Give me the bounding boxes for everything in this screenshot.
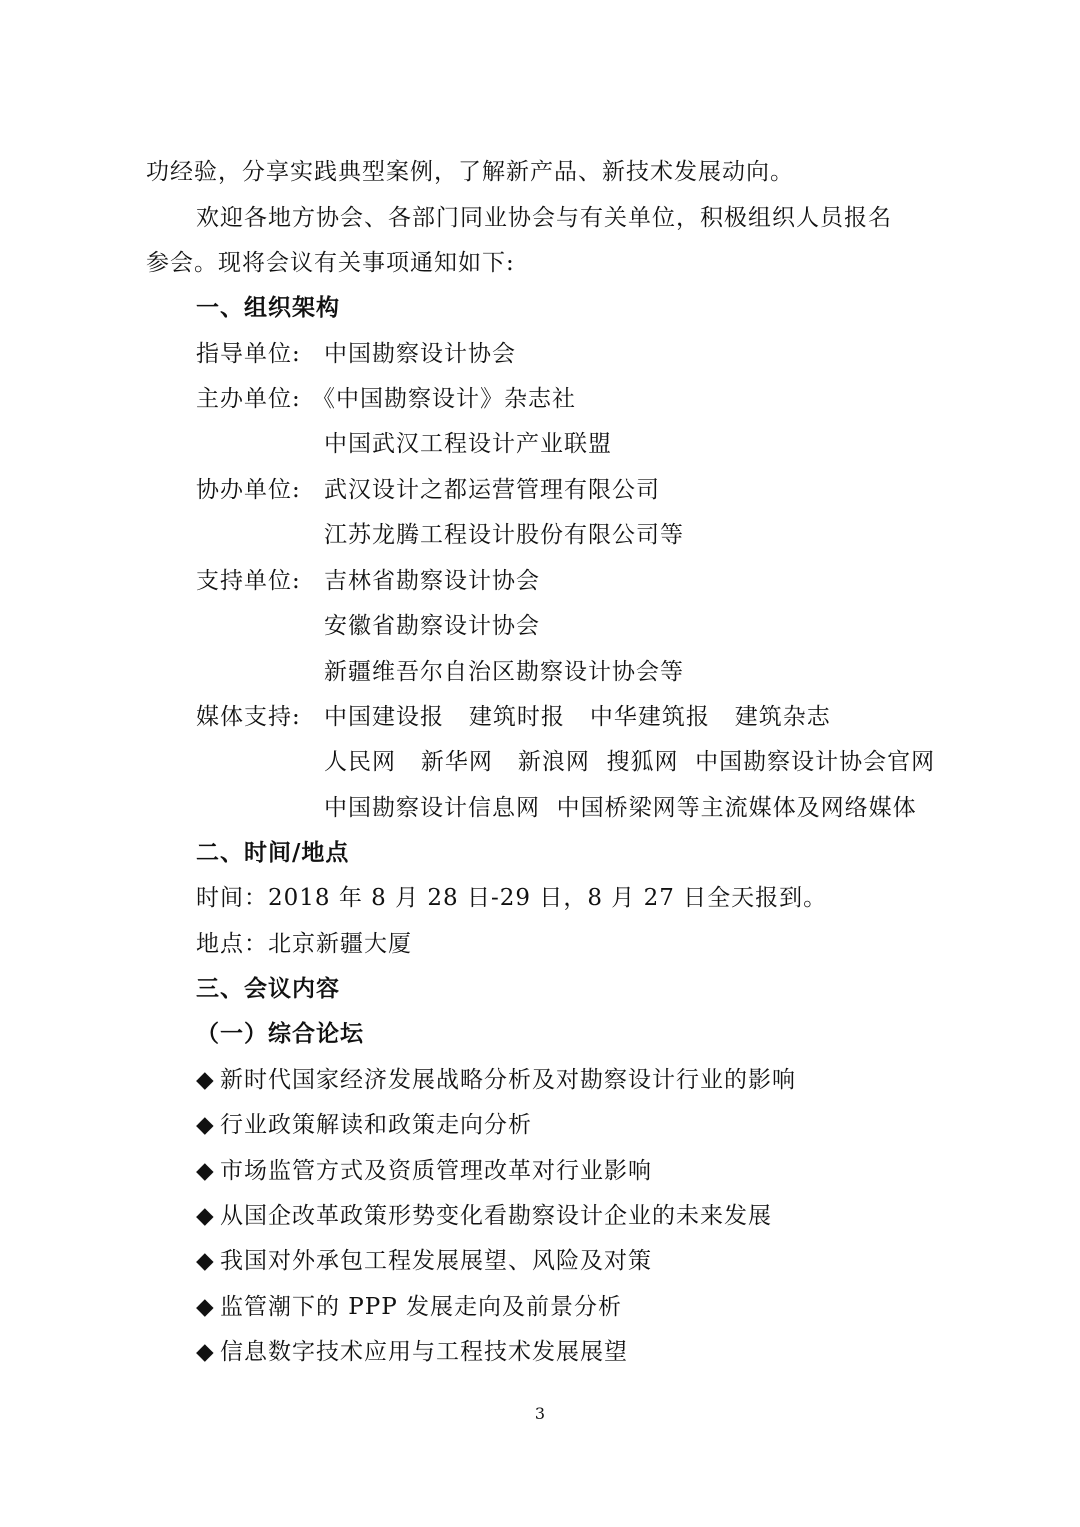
list-item-text: 监管潮下的 PPP 发展走向及前景分析 <box>220 1294 623 1320</box>
list-item <box>196 1336 628 1368</box>
meeting-place: 地点：北京新疆大厦 <box>196 931 412 957</box>
list-item-text: 信息数字技术应用与工程技术发展展望 <box>220 1339 628 1365</box>
list-item-text: 行业政策解读和政策走向分析 <box>220 1112 532 1138</box>
host-unit-label: 主办单位: <box>196 386 301 412</box>
list-item-text: 我国对外承包工程发展展望、风险及对策 <box>220 1248 652 1274</box>
co-unit-value-2: 江苏龙腾工程设计股份有限公司等 <box>324 522 684 548</box>
host-unit-value-2: 中国武汉工程设计产业联盟 <box>324 431 612 457</box>
diamond-bullet-icon: ◆ <box>196 1158 215 1184</box>
media-support-value-3: 中国勘察设计信息网 中国桥梁网等主流媒体及网络媒体 <box>324 795 917 821</box>
intro-line-1: 功经验，分享实践典型案例，了解新产品、新技术发展动向。 <box>146 159 794 185</box>
support-unit-value-3: 新疆维吾尔自治区勘察设计协会等 <box>324 659 684 685</box>
media-support-label: 媒体支持: <box>196 704 301 730</box>
host-unit-value-1: 《中国勘察设计》杂志社 <box>312 386 576 412</box>
diamond-bullet-icon: ◆ <box>196 1112 215 1138</box>
media-support-value-2: 人民网 新华网 新浪网 搜狐网 中国勘察设计协会官网 <box>324 749 936 775</box>
co-unit-label: 协办单位: <box>196 477 301 503</box>
co-unit-value-1: 武汉设计之都运营管理有限公司 <box>324 477 660 503</box>
support-unit-value-1: 吉林省勘察设计协会 <box>324 568 540 594</box>
guide-unit-label: 指导单位: <box>196 341 301 367</box>
diamond-bullet-icon: ◆ <box>196 1067 215 1093</box>
list-item-text: 市场监管方式及资质管理改革对行业影响 <box>220 1158 652 1184</box>
meeting-time: 时间：2018 年 8 月 28 日-29 日，8 月 27 日全天报到。 <box>196 885 828 911</box>
sub-heading-forum: （一）综合论坛 <box>196 1020 364 1047</box>
support-unit-label: 支持单位: <box>196 568 301 594</box>
list-item <box>196 1064 796 1096</box>
section-heading-time-place: 二、时间/地点 <box>196 839 350 866</box>
guide-unit-value: 中国勘察设计协会 <box>324 341 516 367</box>
list-item <box>196 1109 532 1141</box>
intro-line-3: 参会。现将会议有关事项通知如下: <box>146 250 515 276</box>
list-item-text: 新时代国家经济发展战略分析及对勘察设计行业的影响 <box>220 1067 796 1093</box>
section-heading-content: 三、会议内容 <box>196 975 340 1002</box>
section-heading-organization: 一、组织架构 <box>196 294 340 321</box>
list-item <box>196 1245 652 1277</box>
diamond-bullet-icon: ◆ <box>196 1339 215 1365</box>
list-item <box>196 1155 652 1187</box>
support-unit-value-2: 安徽省勘察设计协会 <box>324 613 540 639</box>
diamond-bullet-icon: ◆ <box>196 1294 215 1320</box>
diamond-bullet-icon: ◆ <box>196 1203 215 1229</box>
list-item <box>196 1200 772 1232</box>
list-item-text: 从国企改革政策形势变化看勘察设计企业的未来发展 <box>220 1203 772 1229</box>
diamond-bullet-icon: ◆ <box>196 1248 215 1274</box>
list-item <box>196 1291 622 1323</box>
page-number: 3 <box>534 1404 546 1423</box>
media-support-value-1: 中国建设报 建筑时报 中华建筑报 建筑杂志 <box>324 704 831 730</box>
intro-line-2: 欢迎各地方协会、各部门同业协会与有关单位，积极组织人员报名 <box>196 205 892 231</box>
